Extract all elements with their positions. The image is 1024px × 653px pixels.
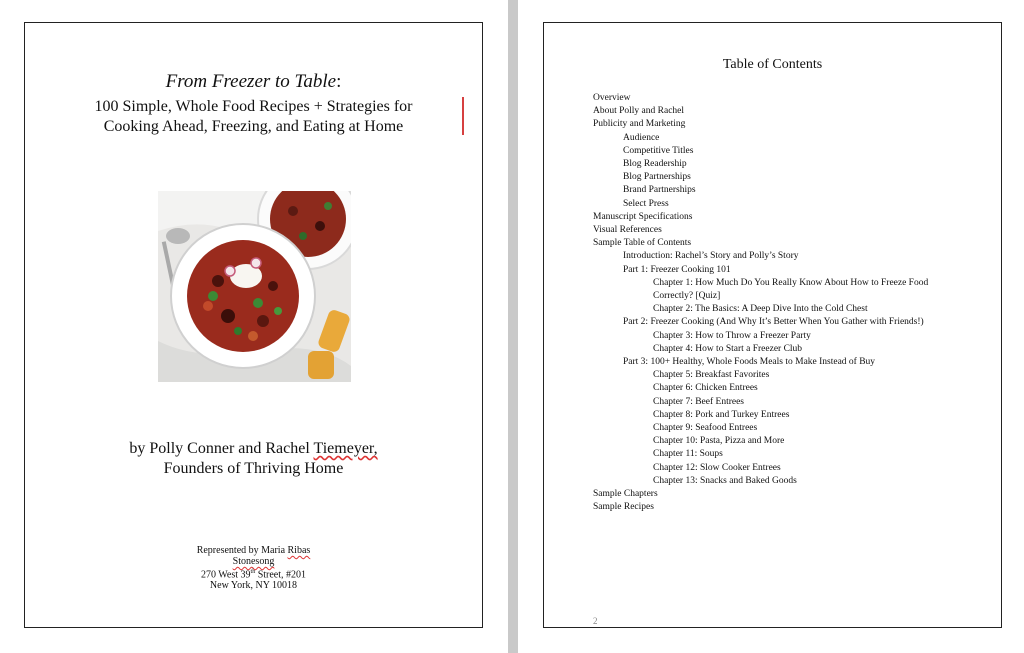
agent-block	[25, 545, 482, 591]
toc-entry: Introduction: Rachel’s Story and Polly’s Story	[623, 251, 799, 262]
authors-line-1	[25, 439, 482, 459]
toc-entry: Part 2: Freezer Cooking (And Why It’s Better When You Gather with Friends!)	[623, 317, 924, 328]
toc-entry: Chapter 9: Seafood Entrees	[653, 423, 758, 434]
toc-entry: Sample Table of Contents	[593, 238, 692, 249]
toc-title: Table of Contents	[722, 57, 823, 72]
toc-entry: Chapter 11: Soups	[653, 449, 723, 460]
toc-entry: Publicity and Marketing	[593, 119, 686, 130]
toc-entry: Overview	[593, 93, 631, 103]
toc-entry: Chapter 7: Beef Entrees	[653, 396, 745, 407]
street-ordinal: th	[250, 569, 256, 575]
toc-entry: About Polly and Rachel	[593, 106, 685, 117]
book-authors	[25, 439, 482, 479]
chili-bowl-photo	[158, 191, 351, 382]
toc-entry: Visual References	[593, 225, 662, 236]
toc-entry: Part 1: Freezer Cooking 101	[623, 264, 731, 275]
toc-entry: Sample Recipes	[593, 502, 654, 513]
street-prefix: 270 West 39	[200, 569, 251, 581]
toc-entry: Competitive Titles	[623, 145, 694, 156]
book-title-text: From Freezer to Table	[165, 71, 337, 92]
toc-entry: Chapter 4: How to Start a Freezer Club	[653, 343, 803, 354]
toc-entry: Chapter 2: The Basics: A Deep Dive Into the Cold Chest	[653, 304, 868, 315]
toc-list	[593, 92, 993, 515]
authors-prefix: by Polly Conner and Rachel	[129, 440, 314, 457]
toc-entry: Part 3: 100+ Healthy, Whole Foods Meals to Make Instead of Buy	[623, 357, 876, 368]
page-gutter	[508, 0, 518, 653]
toc-entry: Sample Chapters	[593, 489, 658, 500]
toc-entry: Brand Partnerships	[623, 185, 696, 196]
book-subtitle	[25, 97, 482, 137]
toc-entry: Chapter 3: How to Throw a Freezer Party	[653, 330, 811, 341]
toc-entry: Select Press	[623, 198, 669, 209]
page-number: 2	[593, 616, 598, 626]
toc-entry: Audience	[623, 132, 660, 143]
book-title	[25, 71, 482, 93]
toc-entry: Chapter 10: Pasta, Pizza and More	[653, 436, 785, 447]
agent-surname: Ribas	[287, 545, 311, 556]
toc-entry: Chapter 6: Chicken Entrees	[653, 383, 758, 394]
toc-entry: Blog Partnerships	[623, 172, 691, 183]
toc-page	[543, 22, 1002, 628]
toc-entry: Chapter 1: How Much Do You Really Know About How to Freeze Food Correctly? [Quiz]	[653, 277, 929, 302]
toc-entry: Chapter 12: Slow Cooker Entrees	[653, 462, 781, 473]
rep-prefix: Represented by Maria	[196, 545, 288, 556]
toc-entry: Chapter 13: Snacks and Baked Goods	[653, 475, 797, 486]
toc-entry: Chapter 5: Breakfast Favorites	[653, 370, 770, 381]
rep-line-1	[25, 545, 482, 556]
chili-bowl-photo-icon	[158, 191, 351, 382]
agency-name: Stonesong	[232, 556, 275, 567]
toc-entry: Chapter 8: Pork and Turkey Entrees	[653, 409, 790, 420]
text-cursor-marker	[462, 97, 464, 135]
agency-street	[25, 567, 482, 580]
subtitle-line-1: 100 Simple, Whole Food Recipes + Strategies for	[94, 98, 413, 115]
cover-page	[24, 22, 483, 628]
toc-entry: Manuscript Specifications	[593, 211, 693, 222]
toc-entry: Blog Readership	[623, 159, 687, 170]
subtitle-line-2: Cooking Ahead, Freezing, and Eating at Home	[103, 118, 404, 135]
book-title-colon: :	[336, 71, 342, 92]
authors-line-2: Founders of Thriving Home	[163, 460, 344, 477]
author-surname: Tiemeyer,	[313, 440, 378, 457]
street-suffix: Street, #201	[255, 569, 307, 581]
agency-city: New York, NY 10018	[209, 580, 298, 592]
